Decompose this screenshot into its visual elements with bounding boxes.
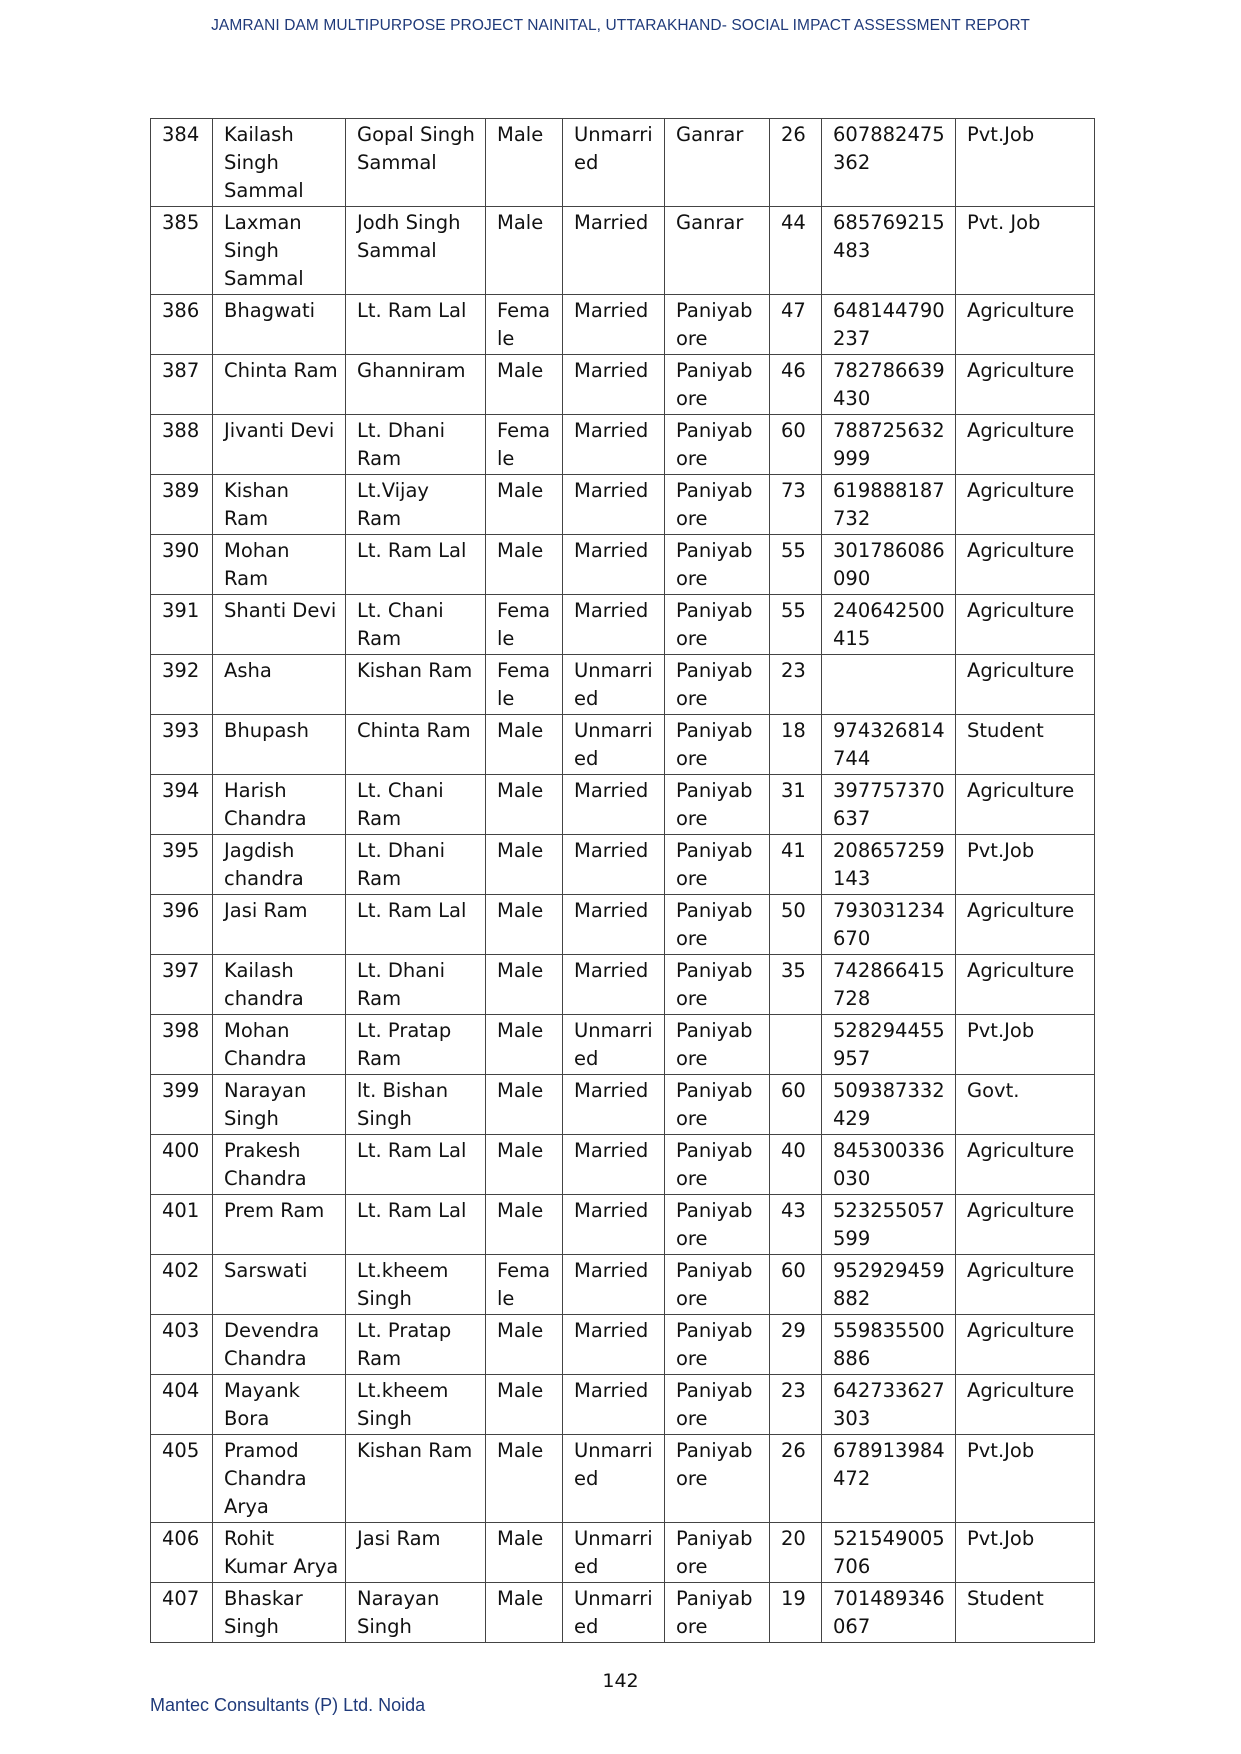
household-survey-table bbox=[150, 118, 1095, 1643]
cell-marital-status: Married bbox=[563, 475, 665, 535]
table-row bbox=[151, 475, 1095, 535]
table-row bbox=[151, 955, 1095, 1015]
cell-marital-status: Married bbox=[563, 1375, 665, 1435]
table-row bbox=[151, 895, 1095, 955]
cell-father-name: Lt.kheem Singh bbox=[346, 1255, 486, 1315]
cell-id-number: 397757370 637 bbox=[822, 775, 956, 835]
table-row bbox=[151, 119, 1095, 207]
cell-marital-status: Unmarri ed bbox=[563, 1583, 665, 1643]
cell-gender: Male bbox=[486, 1075, 563, 1135]
cell-name: Shanti Devi bbox=[213, 595, 346, 655]
cell-serial-no: 392 bbox=[151, 655, 213, 715]
cell-id-number: 607882475 362 bbox=[822, 119, 956, 207]
cell-occupation: Student bbox=[956, 715, 1095, 775]
cell-village: Paniyab ore bbox=[665, 1195, 770, 1255]
cell-marital-status: Married bbox=[563, 1255, 665, 1315]
cell-id-number: 301786086 090 bbox=[822, 535, 956, 595]
cell-serial-no: 402 bbox=[151, 1255, 213, 1315]
cell-village: Ganrar bbox=[665, 207, 770, 295]
cell-name: Laxman Singh Sammal bbox=[213, 207, 346, 295]
cell-village: Paniyab ore bbox=[665, 895, 770, 955]
cell-age: 44 bbox=[770, 207, 822, 295]
cell-village: Ganrar bbox=[665, 119, 770, 207]
cell-marital-status: Unmarri ed bbox=[563, 715, 665, 775]
cell-name: Asha bbox=[213, 655, 346, 715]
cell-marital-status: Married bbox=[563, 535, 665, 595]
cell-serial-no: 404 bbox=[151, 1375, 213, 1435]
cell-gender: Male bbox=[486, 835, 563, 895]
cell-id-number: 742866415 728 bbox=[822, 955, 956, 1015]
cell-village: Paniyab ore bbox=[665, 295, 770, 355]
cell-father-name: Lt. Ram Lal bbox=[346, 535, 486, 595]
cell-village: Paniyab ore bbox=[665, 1315, 770, 1375]
cell-serial-no: 388 bbox=[151, 415, 213, 475]
cell-name: Jasi Ram bbox=[213, 895, 346, 955]
cell-gender: Male bbox=[486, 119, 563, 207]
cell-marital-status: Unmarri ed bbox=[563, 655, 665, 715]
cell-serial-no: 397 bbox=[151, 955, 213, 1015]
cell-serial-no: 395 bbox=[151, 835, 213, 895]
cell-occupation: Agriculture bbox=[956, 1375, 1095, 1435]
cell-age: 46 bbox=[770, 355, 822, 415]
cell-father-name: Lt.Vijay Ram bbox=[346, 475, 486, 535]
cell-occupation: Pvt.Job bbox=[956, 835, 1095, 895]
cell-gender: Male bbox=[486, 1435, 563, 1523]
cell-serial-no: 407 bbox=[151, 1583, 213, 1643]
cell-village: Paniyab ore bbox=[665, 535, 770, 595]
table-row bbox=[151, 1435, 1095, 1523]
cell-occupation: Agriculture bbox=[956, 475, 1095, 535]
cell-father-name: Lt. Ram Lal bbox=[346, 295, 486, 355]
cell-name: Bhaskar Singh bbox=[213, 1583, 346, 1643]
cell-village: Paniyab ore bbox=[665, 955, 770, 1015]
cell-age: 26 bbox=[770, 119, 822, 207]
cell-id-number: 619888187 732 bbox=[822, 475, 956, 535]
cell-father-name: Jasi Ram bbox=[346, 1523, 486, 1583]
cell-name: Narayan Singh bbox=[213, 1075, 346, 1135]
cell-gender: Male bbox=[486, 1375, 563, 1435]
cell-father-name: Lt. Pratap Ram bbox=[346, 1015, 486, 1075]
cell-marital-status: Married bbox=[563, 1315, 665, 1375]
cell-serial-no: 390 bbox=[151, 535, 213, 595]
cell-age: 23 bbox=[770, 655, 822, 715]
cell-id-number: 523255057 599 bbox=[822, 1195, 956, 1255]
cell-serial-no: 389 bbox=[151, 475, 213, 535]
cell-father-name: Kishan Ram bbox=[346, 1435, 486, 1523]
cell-village: Paniyab ore bbox=[665, 655, 770, 715]
cell-father-name: lt. Bishan Singh bbox=[346, 1075, 486, 1135]
cell-father-name: Jodh Singh Sammal bbox=[346, 207, 486, 295]
cell-age: 60 bbox=[770, 1075, 822, 1135]
cell-serial-no: 398 bbox=[151, 1015, 213, 1075]
cell-occupation: Agriculture bbox=[956, 355, 1095, 415]
cell-name: Kailash Singh Sammal bbox=[213, 119, 346, 207]
cell-age: 26 bbox=[770, 1435, 822, 1523]
cell-gender: Male bbox=[486, 895, 563, 955]
cell-gender: Fema le bbox=[486, 595, 563, 655]
cell-age: 35 bbox=[770, 955, 822, 1015]
cell-village: Paniyab ore bbox=[665, 415, 770, 475]
cell-gender: Male bbox=[486, 1135, 563, 1195]
cell-id-number: 648144790 237 bbox=[822, 295, 956, 355]
cell-name: Jagdish chandra bbox=[213, 835, 346, 895]
cell-age: 41 bbox=[770, 835, 822, 895]
cell-serial-no: 387 bbox=[151, 355, 213, 415]
cell-gender: Fema le bbox=[486, 415, 563, 475]
table-row bbox=[151, 715, 1095, 775]
cell-gender: Male bbox=[486, 1583, 563, 1643]
cell-id-number: 685769215 483 bbox=[822, 207, 956, 295]
table-row bbox=[151, 655, 1095, 715]
cell-serial-no: 399 bbox=[151, 1075, 213, 1135]
table-row bbox=[151, 355, 1095, 415]
cell-id-number: 788725632 999 bbox=[822, 415, 956, 475]
cell-occupation: Pvt. Job bbox=[956, 207, 1095, 295]
cell-gender: Male bbox=[486, 955, 563, 1015]
cell-father-name: Ghanniram bbox=[346, 355, 486, 415]
cell-name: Bhupash bbox=[213, 715, 346, 775]
cell-age: 55 bbox=[770, 595, 822, 655]
cell-gender: Fema le bbox=[486, 1255, 563, 1315]
cell-occupation: Agriculture bbox=[956, 1135, 1095, 1195]
cell-village: Paniyab ore bbox=[665, 775, 770, 835]
cell-gender: Male bbox=[486, 475, 563, 535]
cell-village: Paniyab ore bbox=[665, 715, 770, 775]
table-row bbox=[151, 1195, 1095, 1255]
cell-id-number: 701489346 067 bbox=[822, 1583, 956, 1643]
cell-occupation: Pvt.Job bbox=[956, 1015, 1095, 1075]
cell-village: Paniyab ore bbox=[665, 1015, 770, 1075]
cell-gender: Male bbox=[486, 355, 563, 415]
cell-marital-status: Married bbox=[563, 955, 665, 1015]
cell-age: 29 bbox=[770, 1315, 822, 1375]
cell-village: Paniyab ore bbox=[665, 1523, 770, 1583]
cell-id-number: 509387332 429 bbox=[822, 1075, 956, 1135]
cell-age: 60 bbox=[770, 415, 822, 475]
cell-village: Paniyab ore bbox=[665, 1075, 770, 1135]
cell-father-name: Lt. Dhani Ram bbox=[346, 835, 486, 895]
cell-name: Pramod Chandra Arya bbox=[213, 1435, 346, 1523]
cell-serial-no: 391 bbox=[151, 595, 213, 655]
cell-gender: Male bbox=[486, 207, 563, 295]
cell-gender: Male bbox=[486, 1015, 563, 1075]
cell-name: Bhagwati bbox=[213, 295, 346, 355]
table-row bbox=[151, 835, 1095, 895]
table-row bbox=[151, 1523, 1095, 1583]
table-row bbox=[151, 775, 1095, 835]
cell-serial-no: 405 bbox=[151, 1435, 213, 1523]
page-number: 142 bbox=[602, 1670, 639, 1692]
footer-company: Mantec Consultants (P) Ltd. Noida bbox=[150, 1695, 426, 1715]
cell-marital-status: Married bbox=[563, 835, 665, 895]
table-row bbox=[151, 1315, 1095, 1375]
cell-village: Paniyab ore bbox=[665, 1255, 770, 1315]
cell-id-number: 845300336 030 bbox=[822, 1135, 956, 1195]
cell-age: 23 bbox=[770, 1375, 822, 1435]
cell-age: 73 bbox=[770, 475, 822, 535]
cell-age: 18 bbox=[770, 715, 822, 775]
cell-marital-status: Married bbox=[563, 207, 665, 295]
table-row bbox=[151, 1135, 1095, 1195]
table-row bbox=[151, 1255, 1095, 1315]
cell-id-number: 782786639 430 bbox=[822, 355, 956, 415]
cell-age: 55 bbox=[770, 535, 822, 595]
cell-gender: Male bbox=[486, 1315, 563, 1375]
cell-name: Prem Ram bbox=[213, 1195, 346, 1255]
cell-father-name: Narayan Singh bbox=[346, 1583, 486, 1643]
cell-occupation: Agriculture bbox=[956, 595, 1095, 655]
cell-occupation: Agriculture bbox=[956, 775, 1095, 835]
table-row bbox=[151, 595, 1095, 655]
cell-serial-no: 385 bbox=[151, 207, 213, 295]
cell-village: Paniyab ore bbox=[665, 1435, 770, 1523]
cell-village: Paniyab ore bbox=[665, 1583, 770, 1643]
cell-id-number: 559835500 886 bbox=[822, 1315, 956, 1375]
cell-marital-status: Married bbox=[563, 1075, 665, 1135]
cell-marital-status: Married bbox=[563, 895, 665, 955]
cell-id-number: 642733627 303 bbox=[822, 1375, 956, 1435]
cell-id-number: 208657259 143 bbox=[822, 835, 956, 895]
cell-serial-no: 384 bbox=[151, 119, 213, 207]
cell-serial-no: 394 bbox=[151, 775, 213, 835]
cell-father-name: Lt. Dhani Ram bbox=[346, 955, 486, 1015]
cell-occupation: Agriculture bbox=[956, 955, 1095, 1015]
cell-occupation: Pvt.Job bbox=[956, 1435, 1095, 1523]
cell-occupation: Student bbox=[956, 1583, 1095, 1643]
cell-father-name: Lt. Ram Lal bbox=[346, 1195, 486, 1255]
cell-marital-status: Married bbox=[563, 1135, 665, 1195]
cell-name: Harish Chandra bbox=[213, 775, 346, 835]
cell-father-name: Lt.kheem Singh bbox=[346, 1375, 486, 1435]
cell-father-name: Lt. Ram Lal bbox=[346, 1135, 486, 1195]
cell-name: Chinta Ram bbox=[213, 355, 346, 415]
table-row bbox=[151, 1583, 1095, 1643]
cell-marital-status: Married bbox=[563, 595, 665, 655]
cell-father-name: Lt. Pratap Ram bbox=[346, 1315, 486, 1375]
cell-gender: Male bbox=[486, 1523, 563, 1583]
report-header: JAMRANI DAM MULTIPURPOSE PROJECT NAINITAL, UTTARAKHAND- SOCIAL IMPACT ASSESSMENT REPORT bbox=[211, 17, 1030, 34]
cell-occupation: Agriculture bbox=[956, 895, 1095, 955]
cell-marital-status: Married bbox=[563, 295, 665, 355]
cell-marital-status: Married bbox=[563, 415, 665, 475]
cell-marital-status: Married bbox=[563, 775, 665, 835]
table-body bbox=[151, 119, 1095, 1643]
cell-occupation: Pvt.Job bbox=[956, 1523, 1095, 1583]
cell-marital-status: Married bbox=[563, 1195, 665, 1255]
cell-village: Paniyab ore bbox=[665, 835, 770, 895]
cell-age: 31 bbox=[770, 775, 822, 835]
cell-name: Sarswati bbox=[213, 1255, 346, 1315]
cell-occupation: Pvt.Job bbox=[956, 119, 1095, 207]
table-row bbox=[151, 295, 1095, 355]
cell-occupation: Agriculture bbox=[956, 1195, 1095, 1255]
cell-gender: Fema le bbox=[486, 295, 563, 355]
cell-father-name: Kishan Ram bbox=[346, 655, 486, 715]
cell-village: Paniyab ore bbox=[665, 355, 770, 415]
cell-marital-status: Unmarri ed bbox=[563, 119, 665, 207]
cell-name: Prakesh Chandra bbox=[213, 1135, 346, 1195]
cell-id-number: 793031234 670 bbox=[822, 895, 956, 955]
table-row bbox=[151, 1075, 1095, 1135]
cell-name: Mohan Ram bbox=[213, 535, 346, 595]
cell-occupation: Agriculture bbox=[956, 415, 1095, 475]
table-row bbox=[151, 207, 1095, 295]
cell-serial-no: 400 bbox=[151, 1135, 213, 1195]
cell-age: 60 bbox=[770, 1255, 822, 1315]
cell-name: Rohit Kumar Arya bbox=[213, 1523, 346, 1583]
cell-father-name: Lt. Chani Ram bbox=[346, 595, 486, 655]
cell-id-number: 678913984 472 bbox=[822, 1435, 956, 1523]
cell-father-name: Lt. Chani Ram bbox=[346, 775, 486, 835]
cell-id-number: 521549005 706 bbox=[822, 1523, 956, 1583]
cell-gender: Fema le bbox=[486, 655, 563, 715]
cell-name: Mohan Chandra bbox=[213, 1015, 346, 1075]
cell-age: 43 bbox=[770, 1195, 822, 1255]
cell-gender: Male bbox=[486, 1195, 563, 1255]
cell-age bbox=[770, 1015, 822, 1075]
table-row bbox=[151, 1375, 1095, 1435]
cell-village: Paniyab ore bbox=[665, 595, 770, 655]
cell-age: 47 bbox=[770, 295, 822, 355]
cell-occupation: Agriculture bbox=[956, 1255, 1095, 1315]
cell-name: Jivanti Devi bbox=[213, 415, 346, 475]
cell-age: 50 bbox=[770, 895, 822, 955]
cell-id-number: 528294455 957 bbox=[822, 1015, 956, 1075]
cell-serial-no: 396 bbox=[151, 895, 213, 955]
cell-name: Mayank Bora bbox=[213, 1375, 346, 1435]
cell-gender: Male bbox=[486, 535, 563, 595]
cell-father-name: Chinta Ram bbox=[346, 715, 486, 775]
cell-occupation: Agriculture bbox=[956, 535, 1095, 595]
cell-serial-no: 403 bbox=[151, 1315, 213, 1375]
cell-marital-status: Unmarri ed bbox=[563, 1015, 665, 1075]
cell-marital-status: Unmarri ed bbox=[563, 1523, 665, 1583]
cell-name: Devendra Chandra bbox=[213, 1315, 346, 1375]
cell-gender: Male bbox=[486, 775, 563, 835]
cell-occupation: Govt. bbox=[956, 1075, 1095, 1135]
cell-name: Kishan Ram bbox=[213, 475, 346, 535]
table-row bbox=[151, 415, 1095, 475]
cell-id-number: 240642500 415 bbox=[822, 595, 956, 655]
cell-name: Kailash chandra bbox=[213, 955, 346, 1015]
cell-serial-no: 401 bbox=[151, 1195, 213, 1255]
table-row bbox=[151, 1015, 1095, 1075]
cell-village: Paniyab ore bbox=[665, 1375, 770, 1435]
table-row bbox=[151, 535, 1095, 595]
cell-village: Paniyab ore bbox=[665, 475, 770, 535]
cell-gender: Male bbox=[486, 715, 563, 775]
cell-village: Paniyab ore bbox=[665, 1135, 770, 1195]
cell-serial-no: 393 bbox=[151, 715, 213, 775]
cell-id-number: 952929459 882 bbox=[822, 1255, 956, 1315]
cell-occupation: Agriculture bbox=[956, 1315, 1095, 1375]
cell-father-name: Lt. Ram Lal bbox=[346, 895, 486, 955]
cell-age: 19 bbox=[770, 1583, 822, 1643]
cell-serial-no: 386 bbox=[151, 295, 213, 355]
cell-occupation: Agriculture bbox=[956, 295, 1095, 355]
cell-father-name: Gopal Singh Sammal bbox=[346, 119, 486, 207]
cell-age: 40 bbox=[770, 1135, 822, 1195]
cell-serial-no: 406 bbox=[151, 1523, 213, 1583]
cell-marital-status: Married bbox=[563, 355, 665, 415]
cell-id-number bbox=[822, 655, 956, 715]
cell-marital-status: Unmarri ed bbox=[563, 1435, 665, 1523]
cell-father-name: Lt. Dhani Ram bbox=[346, 415, 486, 475]
cell-age: 20 bbox=[770, 1523, 822, 1583]
cell-occupation: Agriculture bbox=[956, 655, 1095, 715]
cell-id-number: 974326814 744 bbox=[822, 715, 956, 775]
